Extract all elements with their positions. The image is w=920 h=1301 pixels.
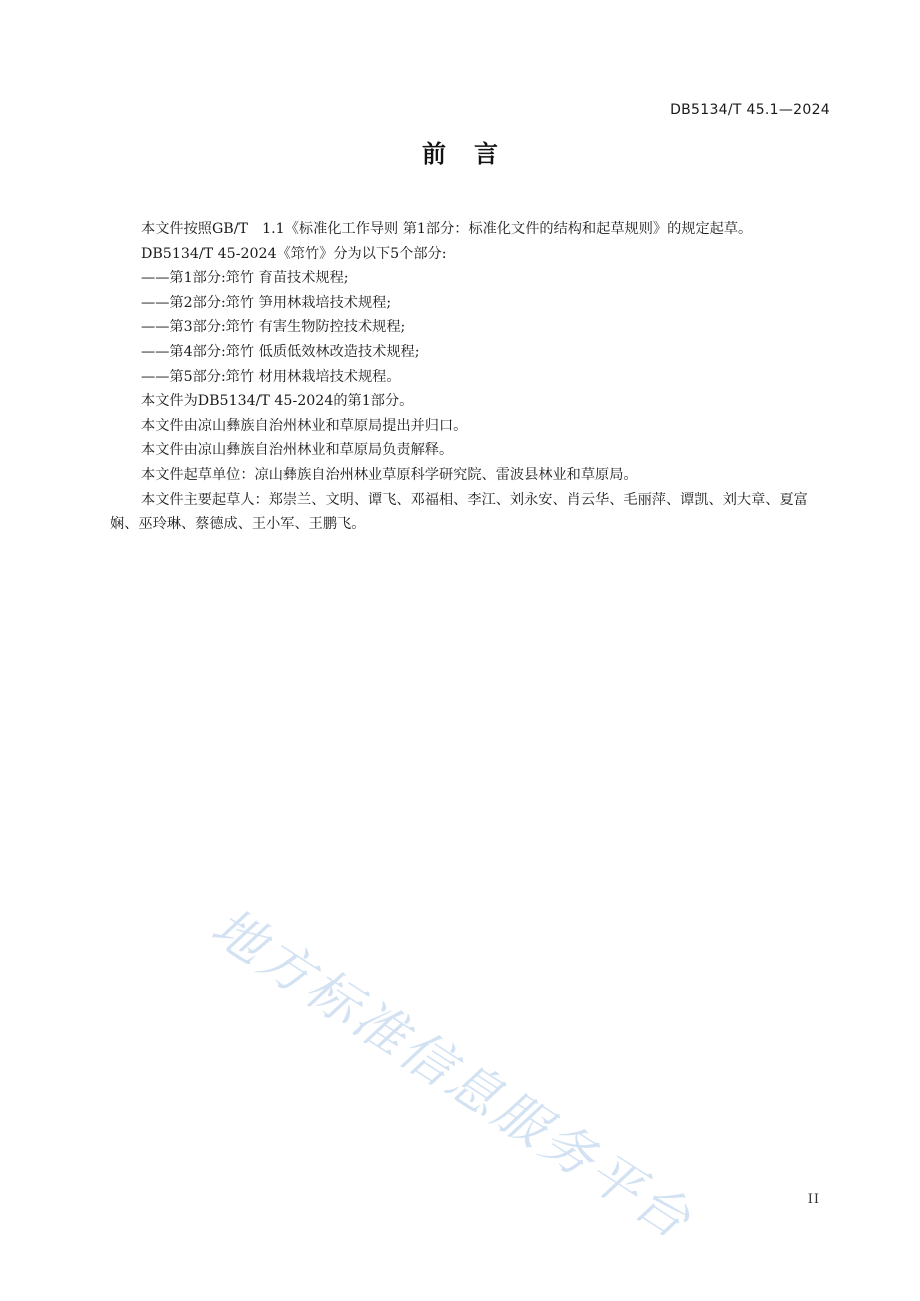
drafting-basis-paragraph: 本文件按照GB/T 1.1《标准化工作导则 第1部分：标准化文件的结构和起草规则》的规定起草。 [141,221,753,237]
part-list-item: ——第3部分:筇竹 有害生物防控技术规程; [141,319,406,336]
page-title: 前言 [422,140,526,168]
part-list-item: ——第4部分:筇竹 低质低效林改造技术规程; [141,343,420,360]
watermark: 地方标准信息服务平台 [200,896,704,1253]
part-statement-paragraph: 本文件为DB5134/T 45-2024的第1部分。 [141,393,414,410]
part-list-item: ——第1部分:筇竹 育苗技术规程; [141,270,349,287]
interpretation-paragraph: 本文件由凉山彝族自治州林业和草原局负责解释。 [141,442,454,459]
foreword-body [110,217,830,537]
proposer-paragraph: 本文件由凉山彝族自治州林业和草原局提出并归口。 [141,417,468,434]
parts-intro-paragraph: DB5134/T 45-2024《筇竹》分为以下5个部分: [141,245,447,262]
page-number: II [807,1192,820,1207]
part-list-item: ——第5部分:筇竹 材用林栽培技术规程。 [141,368,401,385]
drafters-paragraph: 本文件主要起草人：郑崇兰、文明、谭飞、邓福相、李江、刘永安、肖云华、毛丽萍、谭凯、刘大章、夏富娴、巫玲琳、蔡德成、王小军、王鹏飞。 [110,491,808,533]
document-code: DB5134/T 45.1—2024 [670,102,830,118]
drafting-units-paragraph: 本文件起草单位：凉山彝族自治州林业草原科学研究院、雷波县林业和草原局。 [141,466,638,483]
part-list-item: ——第2部分:筇竹 笋用林栽培技术规程; [141,294,392,311]
